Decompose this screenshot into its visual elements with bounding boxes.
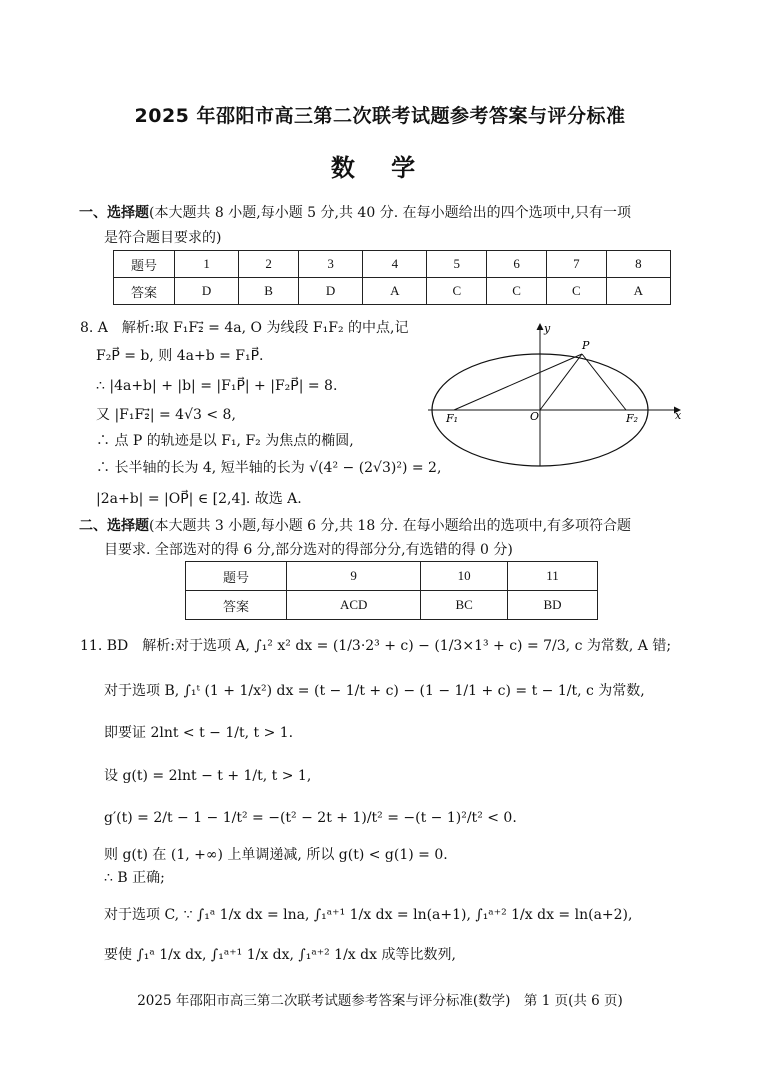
table-cell: D <box>298 278 362 305</box>
table-cell: 5 <box>427 251 487 278</box>
label-x: x <box>675 409 682 422</box>
q11-line-3: 即要证 2lnt < t − 1/t, t > 1. <box>104 725 294 741</box>
q11-line-9: 要使 ∫₁ᵃ 1/x dx, ∫₁ᵃ⁺¹ 1/x dx, ∫₁ᵃ⁺² 1/x dx 成等比数列, <box>104 947 456 963</box>
label-f1: F₁ <box>446 412 459 425</box>
table-row <box>186 591 598 620</box>
table-cell: BD <box>507 591 597 620</box>
section1-desc-line2: 是符合题目要求的) <box>104 230 222 246</box>
table-cell: 2 <box>239 251 299 278</box>
table-cell: B <box>239 278 299 305</box>
table-cell: 9 <box>287 562 421 591</box>
table-cell: 8 <box>606 251 670 278</box>
section1-heading: 一、选择题 <box>79 205 149 221</box>
section1-desc-line1: (本大题共 8 小题,每小题 5 分,共 40 分. 在每小题给出的四个选项中,只有一项 <box>149 205 632 221</box>
table-header-cell: 题号 <box>114 251 175 278</box>
table-row <box>114 251 671 278</box>
label-p: P <box>582 339 590 352</box>
table-row <box>114 278 671 305</box>
q11-line-2: 对于选项 B, ∫₁ᵗ (1 + 1/x²) dx = (t − 1/t + c) − (1 − 1/1 + c) = t − 1/t, c 为常数, <box>104 683 645 699</box>
section2-heading: 二、选择题 <box>79 518 149 534</box>
q11-line-6: 则 g(t) 在 (1, +∞) 上单调递减, 所以 g(t) < g(1) = 0. <box>104 847 448 863</box>
subject-heading: 数 学 <box>330 154 430 182</box>
label-y: y <box>544 322 551 335</box>
q8-line: 8. A 解析:取 F₁F₂⃗ = 4a, O 为线段 F₁F₂ 的中点,记 <box>80 320 409 336</box>
q11-line-4: 设 g(t) = 2lnt − t + 1/t, t > 1, <box>104 768 312 784</box>
answer-table-1 <box>113 250 671 305</box>
table-cell: A <box>363 278 427 305</box>
table-cell: 10 <box>421 562 508 591</box>
table-header-cell: 答案 <box>186 591 287 620</box>
section2-desc-line2: 目要求. 全部选对的得 6 分,部分选对的得部分分,有选错的得 0 分) <box>104 542 513 558</box>
segment-f1p <box>454 354 582 410</box>
section2-line1 <box>79 515 631 535</box>
table-cell: 11 <box>507 562 597 591</box>
q8-line: |2a+b| = |OP⃗| ∈ [2,4]. 故选 A. <box>96 491 302 507</box>
segment-op <box>540 354 582 410</box>
table-header-cell: 答案 <box>114 278 175 305</box>
table-cell: C <box>487 278 547 305</box>
q11-line-5: g′(t) = 2/t − 1 − 1/t² = −(t² − 2t + 1)/t² = −(t − 1)²/t² < 0. <box>104 810 517 826</box>
q11-line-8: 对于选项 C, ∵ ∫₁ᵃ 1/x dx = lna, ∫₁ᵃ⁺¹ 1/x dx = ln(a+1), ∫₁ᵃ⁺² 1/x dx = ln(a+2), <box>104 907 633 923</box>
label-o: O <box>530 410 540 423</box>
table-cell: 3 <box>298 251 362 278</box>
q8-line: 又 |F₁F₂⃗| = 4√3 < 8, <box>96 407 236 423</box>
page-footer: 2025 年邵阳市高三第二次联考试题参考答案与评分标准(数学) 第 1 页(共 6 页) <box>137 993 623 1009</box>
ellipse-figure <box>420 318 690 470</box>
section1-line1 <box>79 202 631 222</box>
table-cell: BC <box>421 591 508 620</box>
table-cell: D <box>175 278 239 305</box>
table-cell: C <box>546 278 606 305</box>
table-cell: A <box>606 278 670 305</box>
q8-line: ∴ 点 P 的轨迹是以 F₁, F₂ 为焦点的椭圆, <box>96 433 354 449</box>
table-header-cell: 题号 <box>186 562 287 591</box>
q11-line-1: 11. BD 解析:对于选项 A, ∫₁² x² dx = (1/3·2³ + c) − (1/3×1³ + c) = 7/3, c 为常数, A 错; <box>80 638 672 654</box>
table-cell: 1 <box>175 251 239 278</box>
q11-line-7: ∴ B 正确; <box>104 870 165 886</box>
q8-line: ∴ 长半轴的长为 4, 短半轴的长为 √(4² − (2√3)²) = 2, <box>96 460 442 476</box>
table-cell: C <box>427 278 487 305</box>
section2-desc-line1: (本大题共 3 小题,每小题 6 分,共 18 分. 在每小题给出的选项中,有多项符合题 <box>149 518 632 534</box>
table-row <box>186 562 598 591</box>
table-cell: 7 <box>546 251 606 278</box>
table-cell: ACD <box>287 591 421 620</box>
segment-f2p <box>582 354 626 410</box>
table-cell: 4 <box>363 251 427 278</box>
document-title: 2025 年邵阳市高三第二次联考试题参考答案与评分标准 <box>134 105 626 127</box>
label-f2: F₂ <box>626 412 639 425</box>
q8-line: F₂P⃗ = b, 则 4a+b = F₁P⃗. <box>96 348 264 364</box>
table-cell: 6 <box>487 251 547 278</box>
answer-table-2 <box>185 561 598 620</box>
q8-line: ∴ |4a+b| + |b| = |F₁P⃗| + |F₂P⃗| = 8. <box>96 378 338 394</box>
